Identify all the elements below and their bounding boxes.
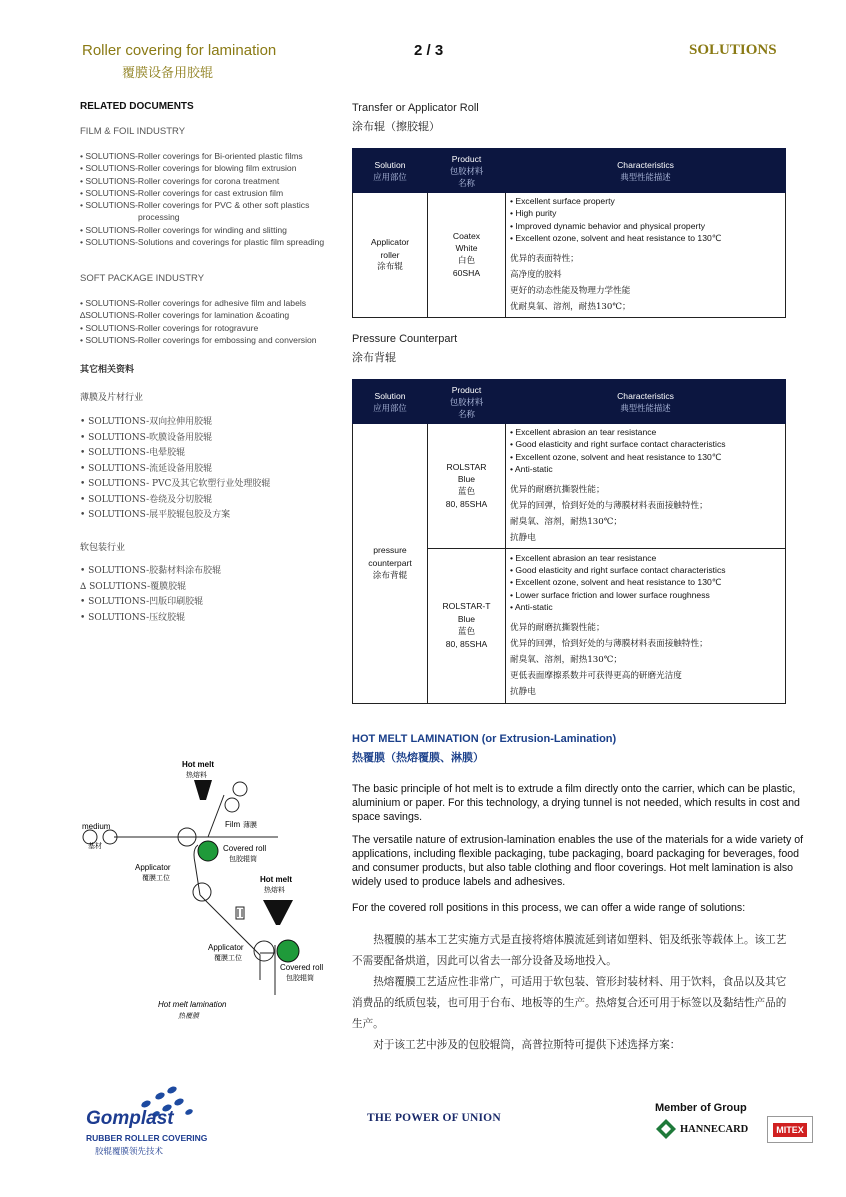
diagram-caption-cn: 热覆膜 <box>178 1012 199 1020</box>
label-medium-cn: 基材 <box>88 842 102 850</box>
product-cell: ROLSTAR Blue 蓝色 80, 85SHA <box>428 424 506 549</box>
label-covered-roll-top: Covered roll <box>223 844 267 853</box>
label-covered-roll-top-cn: 包胶辊筒 <box>229 855 257 863</box>
soft-doc-list <box>80 297 317 346</box>
doc-link[interactable]: • SOLUTIONS-胶黏材料涂布胶辊 <box>80 566 222 576</box>
label-hot-melt-top: Hot melt <box>182 760 214 769</box>
transfer-roll-table <box>352 148 786 318</box>
cn-film-doc-list <box>80 415 270 524</box>
transfer-roll-title: Transfer or Applicator Roll <box>352 102 479 114</box>
film-doc-list <box>80 150 324 248</box>
product-cell: Coatex White 白色 60SHA <box>428 193 506 318</box>
hot-melt-paragraph-1: The basic principle of hot melt is to extrude a film directly onto the carrier, which can be plastic, aluminium or paper. For this technology, a drying tunnel is not needed, which results in cost and space savings. <box>352 783 800 823</box>
col-header-characteristics: Characteristics 典型性能描述 <box>506 380 786 424</box>
hot-melt-cn-paragraph-2: 热熔覆膜工艺适应性非常广，可适用于软包装、管形封装材料、用于饮料，食品以及其它消费品的纸质包装，也可用于台布、地板等的生产。热熔复合还可用于标签以及黏结性产品的生产。 <box>352 976 787 1030</box>
mitex-wordmark: MITEX <box>773 1123 807 1137</box>
doc-link[interactable]: ∆ SOLUTIONS-覆膜胶辊 <box>80 581 187 592</box>
doc-link[interactable]: • SOLUTIONS-Roller coverings for winding and slitting <box>80 224 287 235</box>
position-cell: pressure counterpart 涂布背辊 <box>353 424 428 704</box>
hot-melt-paragraph-3: For the covered roll positions in this process, we can offer a wide range of solutions: <box>352 902 746 914</box>
label-film: Film <box>225 820 241 829</box>
doc-link[interactable]: • SOLUTIONS-Solutions and coverings for plastic film spreading <box>80 237 325 248</box>
hot-melt-cn-text <box>352 930 792 1056</box>
doc-link[interactable]: • SOLUTIONS-Roller coverings for rotogravure <box>80 322 259 333</box>
member-of-group: Member of Group <box>655 1102 747 1114</box>
hot-melt-cn-paragraph-1: 热覆膜的基本工艺实施方式是直接将熔体膜流延到诸如塑料、铝及纸张等载体上。该工艺不需要配备烘道，因此可以省去一部分设备及场地投入。 <box>352 934 787 967</box>
mitex-logo <box>767 1116 813 1143</box>
applicator-roll-bottom <box>254 941 274 961</box>
doc-link[interactable]: • SOLUTIONS-Roller coverings for cast extrusion film <box>80 187 284 198</box>
film-roll-1 <box>225 798 239 812</box>
product-cell: ROLSTAR-T Blue 蓝色 80, 85SHA <box>428 548 506 703</box>
doc-link[interactable]: • SOLUTIONS-展平胶辊包胶及方案 <box>80 510 231 520</box>
col-header-product: Product 包胶材料 名称 <box>428 380 506 424</box>
doc-link[interactable]: • SOLUTIONS-Roller coverings for embossing and conversion <box>80 334 317 345</box>
doc-link[interactable]: • SOLUTIONS-吹膜设备用胶辊 <box>80 432 213 443</box>
related-documents-title: RELATED DOCUMENTS <box>80 101 194 112</box>
film-roll-2 <box>233 782 247 796</box>
doc-link[interactable]: • SOLUTIONS-卷绕及分切胶辊 <box>80 494 213 505</box>
cn-soft-doc-list <box>80 564 221 626</box>
col-header-characteristics: Characteristics 典型性能描述 <box>506 149 786 193</box>
doc-subtitle: 覆膜设备用胶辊 <box>122 65 214 80</box>
soft-package-heading: SOFT PACKAGE INDUSTRY <box>80 273 205 284</box>
pressure-counterpart-title-cn: 涂布背辊 <box>352 351 396 364</box>
table-row <box>353 193 786 318</box>
covered-roll-top <box>198 841 218 861</box>
col-header-product: Product 包胶材料 名称 <box>428 149 506 193</box>
page-number: 2 / 3 <box>414 42 444 59</box>
gomplast-tagline: RUBBER ROLLER COVERING <box>86 1133 208 1143</box>
guide-roll <box>193 883 211 901</box>
label-hot-melt-bottom: Hot melt <box>260 875 292 884</box>
diagram-caption: Hot melt lamination <box>158 1000 227 1009</box>
covered-roll-bottom <box>277 940 299 962</box>
hot-melt-title-cn: 热覆膜（热熔覆膜、淋膜） <box>352 751 484 764</box>
pressure-counterpart-title: Pressure Counterpart <box>352 333 458 345</box>
label-applicator-bottom: Applicator <box>208 943 244 952</box>
film-industry-heading: FILM & FOIL INDUSTRY <box>80 126 186 137</box>
hot-melt-paragraph-2: The versatile nature of extrusion-lamination enables the use of the materials for a wide variety of applications, including flexible packaging, tube packaging, board packaging for beverages, food and consumer products, but also table clothing and floor coverings. Hot melt lamination is also widely used to produce labels and adhesives. <box>352 834 804 888</box>
label-covered-roll-bottom: Covered roll <box>280 963 324 972</box>
hannecard-diamond-icon <box>655 1118 677 1140</box>
doc-title: Roller covering for lamination <box>82 42 277 59</box>
gomplast-tagline-cn: 胶辊覆膜领先技术 <box>95 1146 164 1156</box>
doc-link[interactable]: • SOLUTIONS-流延设备用胶辊 <box>80 463 213 474</box>
doc-link[interactable]: ∆SOLUTIONS-Roller coverings for lamination &coating <box>80 310 290 321</box>
hannecard-logo <box>655 1118 759 1140</box>
hannecard-wordmark: HANNECARD <box>680 1123 749 1135</box>
characteristics-cell: • Excellent abrasion an tear resistance • Good elasticity and right surface contact characteristics • Excellent ozone, solvent and heat resistance to 130℃ • Lower surface friction and lower surface roughness • Anti-static 优异的耐磨抗撕裂性能； 优异的回弹，恰到好处的与薄膜材料表面接触特性； 耐臭氧、溶剂，耐热130℃； 更低表面摩擦系数并可获得更高的研磨光洁度 抗静电 <box>506 548 786 703</box>
section-label: SOLUTIONS <box>689 42 777 58</box>
table-row <box>353 424 786 549</box>
label-applicator-top: Applicator <box>135 863 171 872</box>
table-header-row <box>353 380 786 424</box>
hot-melt-cn-paragraph-3: 对于该工艺中涉及的包胶辊筒，高普拉斯特可提供下述选择方案： <box>373 1039 681 1051</box>
doc-link[interactable]: • SOLUTIONS-Roller coverings for corona treatment <box>80 175 280 186</box>
col-header-position: Solution 应用部位 <box>353 380 428 424</box>
doc-link[interactable]: • SOLUTIONS- PVC及其它软塑行业处理胶辊 <box>80 479 271 489</box>
gomplast-logo: Gomplast <box>86 1108 174 1129</box>
doc-link-continuation[interactable]: processing <box>138 212 180 223</box>
hot-melt-lamination-diagram <box>80 755 342 1030</box>
cn-soft-heading: 软包装行业 <box>80 543 126 553</box>
label-covered-roll-bottom-cn: 包胶辊筒 <box>286 974 314 982</box>
table-header-row <box>353 149 786 193</box>
characteristics-cell: • Excellent abrasion an tear resistance • Good elasticity and right surface contact characteristics • Excellent ozone, solvent and heat resistance to 130℃ • Anti-static 优异的耐磨抗撕裂性能； 优异的回弹，恰到好处的与薄膜材料表面接触特性； 耐臭氧、溶剂，耐热130℃； 抗静电 <box>506 424 786 549</box>
label-applicator-top-cn: 覆膜工位 <box>142 874 170 882</box>
doc-link[interactable]: • SOLUTIONS-Roller coverings for Bi-oriented plastic films <box>80 151 303 161</box>
doc-link[interactable]: • SOLUTIONS-Roller coverings for blowing film extrusion <box>80 163 297 174</box>
doc-link[interactable]: • SOLUTIONS-双向拉伸用胶辊 <box>80 417 213 427</box>
doc-link[interactable]: • SOLUTIONS-电晕胶辊 <box>80 448 186 458</box>
doc-link[interactable]: • SOLUTIONS-压纹胶辊 <box>80 612 186 623</box>
position-cell: Applicator roller 涂布辊 <box>353 193 428 318</box>
pressure-counterpart-table <box>352 379 786 704</box>
cn-related-title: 其它相关资料 <box>80 365 135 375</box>
label-medium: medium <box>82 822 111 831</box>
hot-melt-title: HOT MELT LAMINATION (or Extrusion-Lamination) <box>352 733 617 745</box>
label-hot-melt-top-cn: 热熔料 <box>186 771 207 779</box>
label-hot-melt-bottom-cn: 热熔料 <box>264 886 285 894</box>
col-header-position: Solution 应用部位 <box>353 149 428 193</box>
doc-link[interactable]: • SOLUTIONS-凹版印刷胶辊 <box>80 597 204 607</box>
transfer-roll-title-cn: 涂布辊（擦胶辊） <box>352 120 440 133</box>
label-applicator-bottom-cn: 覆膜工位 <box>214 954 242 962</box>
doc-link[interactable]: • SOLUTIONS-Roller coverings for PVC & other soft plastics <box>80 200 310 211</box>
label-film-cn: 薄膜 <box>243 821 257 829</box>
hopper-bottom-icon <box>263 900 293 925</box>
cn-film-heading: 薄膜及片材行业 <box>80 393 144 403</box>
characteristics-cell: • Excellent surface property • High purity • Improved dynamic behavior and physical property • Excellent ozone, solvent and heat resistance to 130℃ 优异的表面特性； 高净度的胶料 更好的动态性能及物理力学性能 优耐臭氧、溶剂，耐热130℃； <box>506 193 786 318</box>
hopper-top-icon <box>194 780 212 800</box>
doc-link[interactable]: • SOLUTIONS-Roller coverings for adhesive film and labels <box>80 298 307 308</box>
heater-icon <box>236 907 244 919</box>
slogan: THE POWER OF UNION <box>367 1112 501 1124</box>
